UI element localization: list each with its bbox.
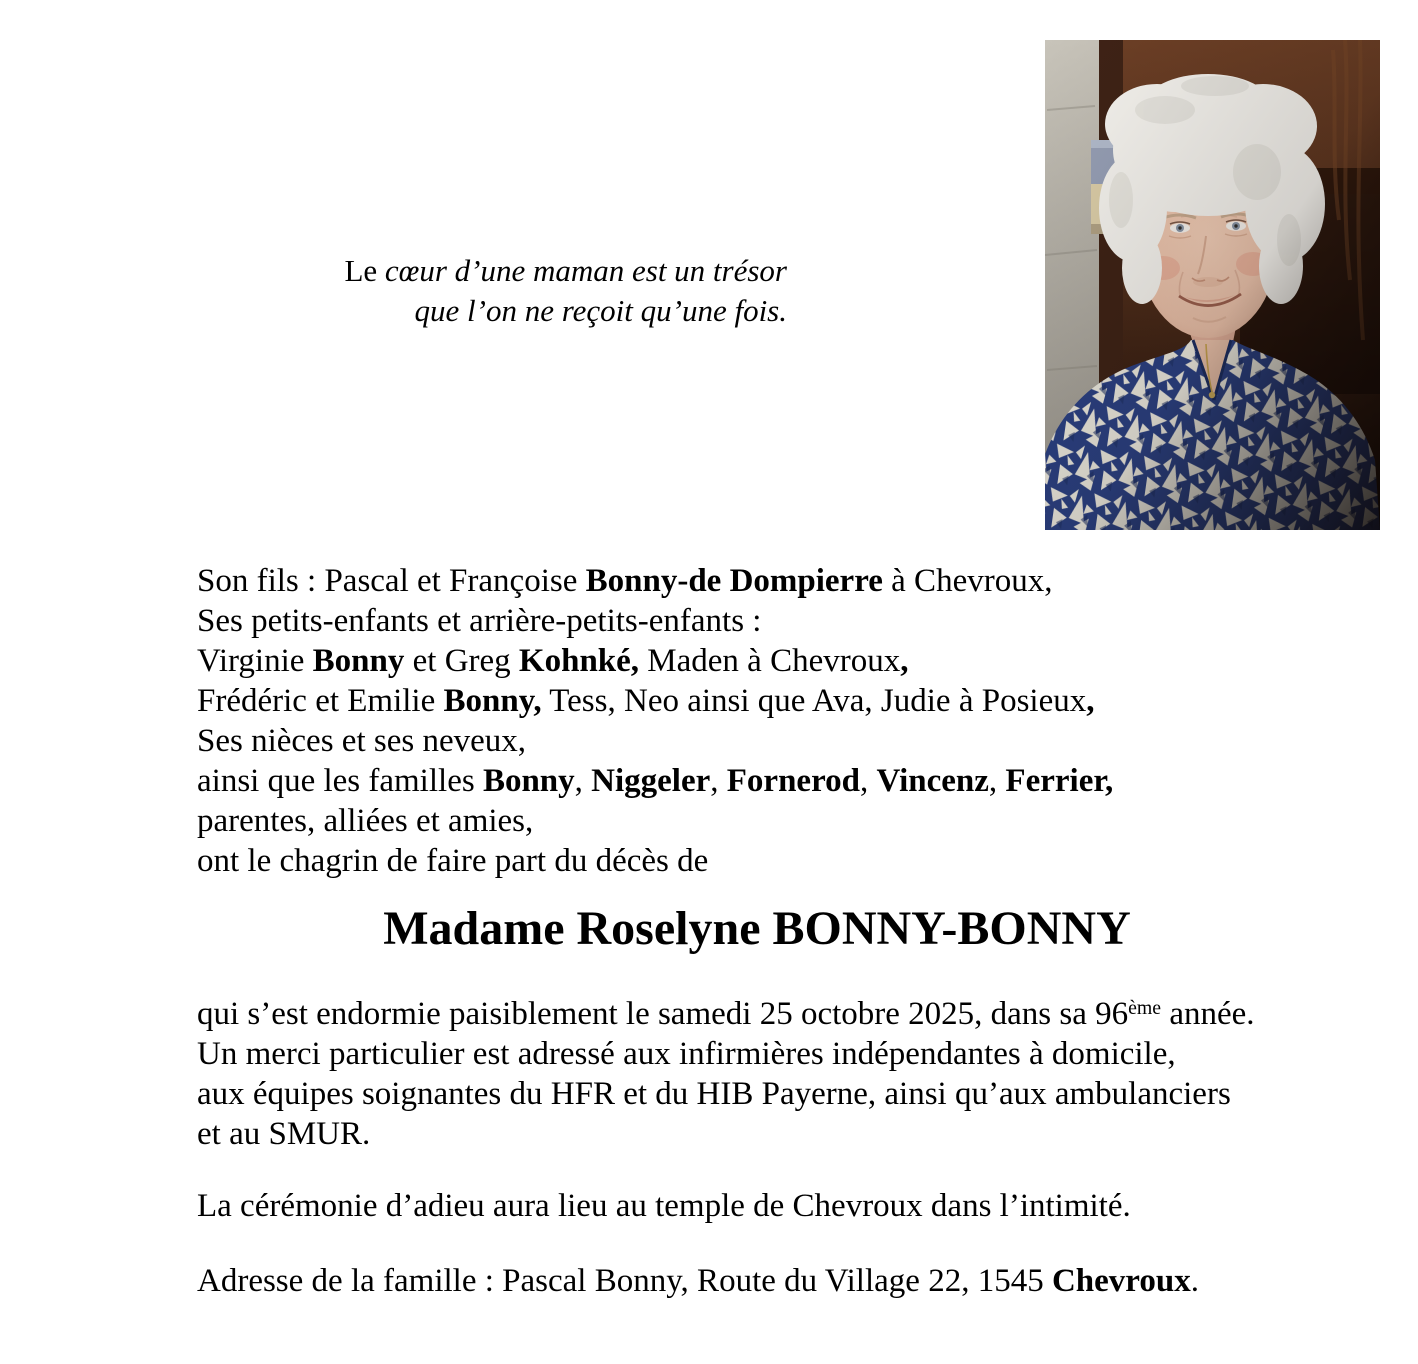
family-line	[197, 841, 1113, 881]
text-segment: ème	[1128, 997, 1162, 1020]
text-segment: Kohnké,	[518, 643, 640, 679]
text-segment: que l’on ne reçoit qu’une fois.	[414, 293, 787, 328]
ceremony-line	[197, 1186, 1131, 1226]
text-segment: ont le chagrin de faire part du décès de	[197, 843, 709, 879]
family-line	[197, 641, 1113, 681]
text-segment: ainsi que les familles	[197, 763, 483, 799]
text-segment: année.	[1161, 996, 1255, 1032]
portrait-photo-illustration	[1045, 40, 1380, 530]
detail-line	[197, 1074, 1255, 1114]
text-segment: Frédéric et Emilie	[197, 683, 444, 719]
text-segment: à Chevroux,	[882, 563, 1053, 599]
family-line	[197, 681, 1113, 721]
family-line	[197, 601, 1113, 641]
text-segment: Bonny	[312, 643, 405, 679]
text-segment: Adresse de la famille : Pascal Bonny, Route du Village 22, 1545	[197, 1263, 1052, 1299]
text-segment: Bonny-de Dompierre	[585, 563, 883, 599]
text-segment: Ses nièces et ses neveux,	[197, 723, 526, 759]
text-segment: ,	[1086, 683, 1095, 719]
text-segment: ,	[574, 763, 592, 799]
text-segment: cœur d’une maman est un trésor	[384, 253, 787, 288]
text-segment: qui s’est endormie paisiblement le samedi 25 octobre 2025, dans sa 96	[197, 996, 1129, 1032]
text-segment: ,	[859, 763, 877, 799]
text-segment: Virginie	[197, 643, 313, 679]
text-segment: Vincenz	[876, 763, 989, 799]
text-segment: parentes, alliées et amies,	[197, 803, 534, 839]
text-segment: Ferrier,	[1005, 763, 1114, 799]
deceased-name-title: Madame Roselyne BONNY-BONNY	[383, 902, 1131, 955]
text-segment: aux équipes soignantes du HFR et du HIB Payerne, ainsi qu’aux ambulanciers	[197, 1076, 1231, 1112]
death-details-paragraph	[197, 994, 1255, 1154]
text-segment: Son fils : Pascal et Françoise	[197, 563, 586, 599]
memorial-quote	[250, 251, 787, 331]
detail-line	[197, 1034, 1255, 1074]
text-segment: Fornerod	[726, 763, 860, 799]
text-segment: La cérémonie d’adieu aura lieu au temple de Chevroux dans l’intimité.	[197, 1188, 1131, 1224]
text-segment: Tess, Neo ainsi que Ava, Judie à Posieux	[541, 683, 1087, 719]
quote-line	[250, 291, 787, 331]
text-segment: ,	[900, 643, 909, 679]
portrait-photo	[1045, 40, 1380, 530]
family-announcement-list	[197, 561, 1113, 881]
text-segment: Niggeler	[591, 763, 711, 799]
text-segment: Chevroux	[1051, 1263, 1191, 1299]
text-segment: Ses petits-enfants et arrière-petits-enfants :	[197, 603, 762, 639]
text-segment: Bonny	[482, 763, 575, 799]
text-segment: et Greg	[404, 643, 519, 679]
family-line	[197, 721, 1113, 761]
family-address-line	[197, 1261, 1199, 1301]
family-line	[197, 761, 1113, 801]
text-segment: et au SMUR.	[197, 1116, 371, 1152]
text-segment: ,	[988, 763, 1006, 799]
text-segment: Bonny,	[443, 683, 542, 719]
text-segment: Maden à Chevroux	[639, 643, 901, 679]
text-segment: Un merci particulier est adressé aux infirmières indépendantes à domicile,	[197, 1036, 1176, 1072]
detail-line	[197, 1114, 1255, 1154]
detail-line	[197, 994, 1255, 1034]
text-segment: Le	[344, 253, 385, 288]
quote-line	[250, 251, 787, 291]
family-line	[197, 561, 1113, 601]
text-segment: ,	[710, 763, 727, 799]
family-line	[197, 801, 1113, 841]
text-segment: .	[1190, 1263, 1199, 1299]
